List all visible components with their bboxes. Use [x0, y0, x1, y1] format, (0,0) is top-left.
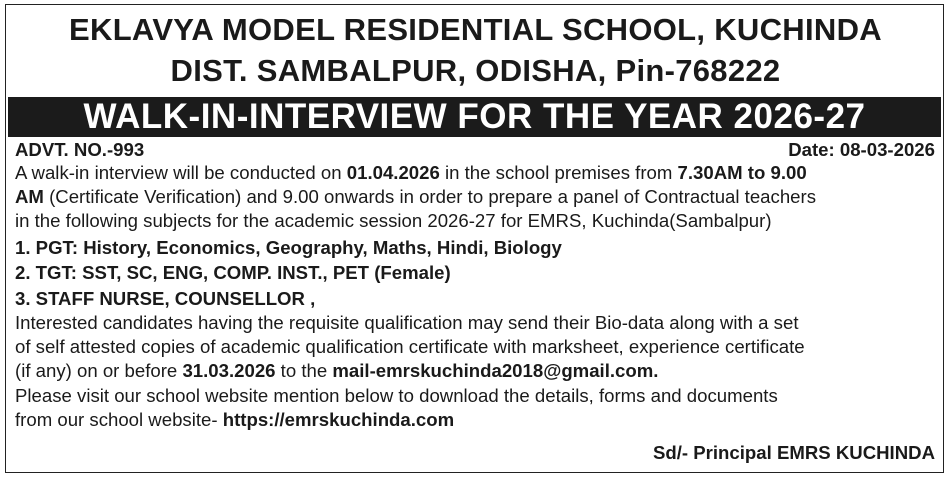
time-suffix: AM	[15, 186, 44, 207]
walk-in-banner: WALK-IN-INTERVIEW FOR THE YEAR 2026-27	[8, 97, 941, 137]
interview-time: 7.30AM to 9.00	[677, 162, 807, 183]
school-address-heading: DIST. SAMBALPUR, ODISHA, Pin-768222	[170, 53, 781, 88]
advt-date: Date: 08-03-2026	[788, 139, 935, 160]
post-tgt: 2. TGT: SST, SC, ENG, COMP. INST., PET (Female)	[15, 262, 451, 283]
email-link[interactable]: mail-emrskuchinda2018@gmail.com.	[332, 360, 659, 381]
post-pgt: 1. PGT: History, Economics, Geography, Maths, Hindi, Biology	[15, 237, 562, 258]
text: to the	[275, 360, 333, 381]
school-name-heading: EKLAVYA MODEL RESIDENTIAL SCHOOL, KUCHINDA	[69, 12, 882, 47]
para3-line2	[15, 409, 940, 431]
para1-line3: in the following subjects for the academic session 2026-27 for EMRS, Kuchinda(Sambalpur)	[15, 210, 772, 231]
text: in the school premises from	[439, 162, 678, 183]
text: from our school website-	[15, 409, 223, 430]
post-staff: 3. STAFF NURSE, COUNSELLOR ,	[15, 288, 316, 309]
para2-line2: of self attested copies of academic qualification certificate with marksheet, experience certificate	[15, 336, 805, 357]
last-date: 31.03.2026	[182, 360, 276, 381]
para1-line2	[15, 186, 940, 208]
text: A walk-in interview will be conducted on	[15, 162, 347, 183]
signature: Sd/- Principal EMRS KUCHINDA	[652, 442, 935, 463]
para2-line1: Interested candidates having the requisite qualification may send their Bio-data along with a set	[15, 312, 799, 333]
text: (Certificate Verification) and 9.00 onwards in order to prepare a panel of Contractual teachers	[43, 186, 816, 207]
advertisement-frame	[5, 4, 944, 473]
advt-number: ADVT. NO.-993	[15, 139, 145, 160]
para1-line1	[15, 162, 940, 184]
text: (if any) on or before	[15, 360, 183, 381]
interview-date: 01.04.2026	[346, 162, 440, 183]
para2-line3	[15, 360, 940, 382]
para3-line1: Please visit our school website mention below to download the details, forms and documents	[15, 385, 778, 406]
website-link[interactable]: https://emrskuchinda.com	[222, 409, 455, 430]
